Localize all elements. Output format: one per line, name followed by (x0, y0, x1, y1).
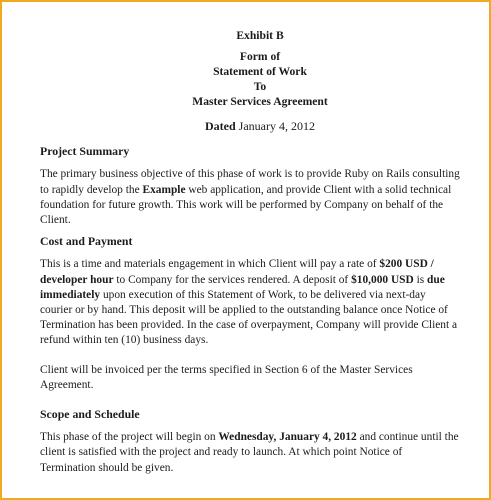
document-header (60, 28, 460, 109)
msa-title: Master Services Agreement (192, 95, 328, 108)
project-summary-paragraph (40, 167, 460, 228)
scope-schedule-text-1: This phase of the project will begin on (40, 431, 219, 444)
project-summary-text-2: web application, and provide Client with a solid technical foundation for future growth. This work will be performed by Company on behalf of the Client. (40, 183, 452, 227)
dated-value: January 4, 2012 (238, 119, 315, 133)
cost-payment-heading: Cost and Payment (40, 234, 133, 249)
cost-payment-paragraph (40, 257, 460, 348)
invoice-paragraph: Client will be invoiced per the terms specified in Section 6 of the Master Services Agreement. (40, 363, 413, 391)
project-summary-heading: Project Summary (40, 144, 130, 159)
scope-schedule-paragraph (40, 430, 460, 476)
scope-schedule-text-2: and continue until the client is satisfied with the project and ready to launch. At which point Notice of Termination should be given. (40, 431, 459, 474)
cost-payment-bold-1: $200 USD / developer hour (40, 258, 434, 286)
scope-schedule-bold-1: Wednesday, January 4, 2012 (218, 431, 357, 444)
cost-payment-bold-2: $10,000 USD (351, 273, 414, 286)
form-of-label: Form of (239, 50, 281, 63)
sow-title: Statement of Work (213, 65, 307, 78)
project-summary-bold-1: Example (142, 183, 186, 196)
exhibit-label: Exhibit B (236, 29, 284, 42)
cost-payment-bold-3: due immediately (40, 273, 445, 301)
cost-payment-text-2: to Company for the services rendered. A deposit of (113, 273, 352, 286)
dated-label: Dated (205, 119, 236, 133)
cost-payment-text-4: upon execution of this Statement of Work, to be delivered via next-day courier or by hand. This deposit will be applied to the outstanding balance once Notice of Termination has been provided. In the case of overpayment, Company will provide Client a refund within ten (10) business days. (40, 288, 458, 347)
cost-payment-text-1: This is a time and materials engagement in which Client will pay a rate of (40, 258, 380, 271)
dated-line (60, 119, 460, 134)
cost-payment-text-3: is (413, 273, 428, 286)
scope-schedule-heading: Scope and Schedule (40, 407, 140, 422)
to-label: To (253, 80, 267, 93)
document-body (40, 28, 460, 476)
project-summary-text-1: The primary business objective of this phase of work is to provide Ruby on Rails consulting to rapidly develop the (40, 168, 460, 196)
